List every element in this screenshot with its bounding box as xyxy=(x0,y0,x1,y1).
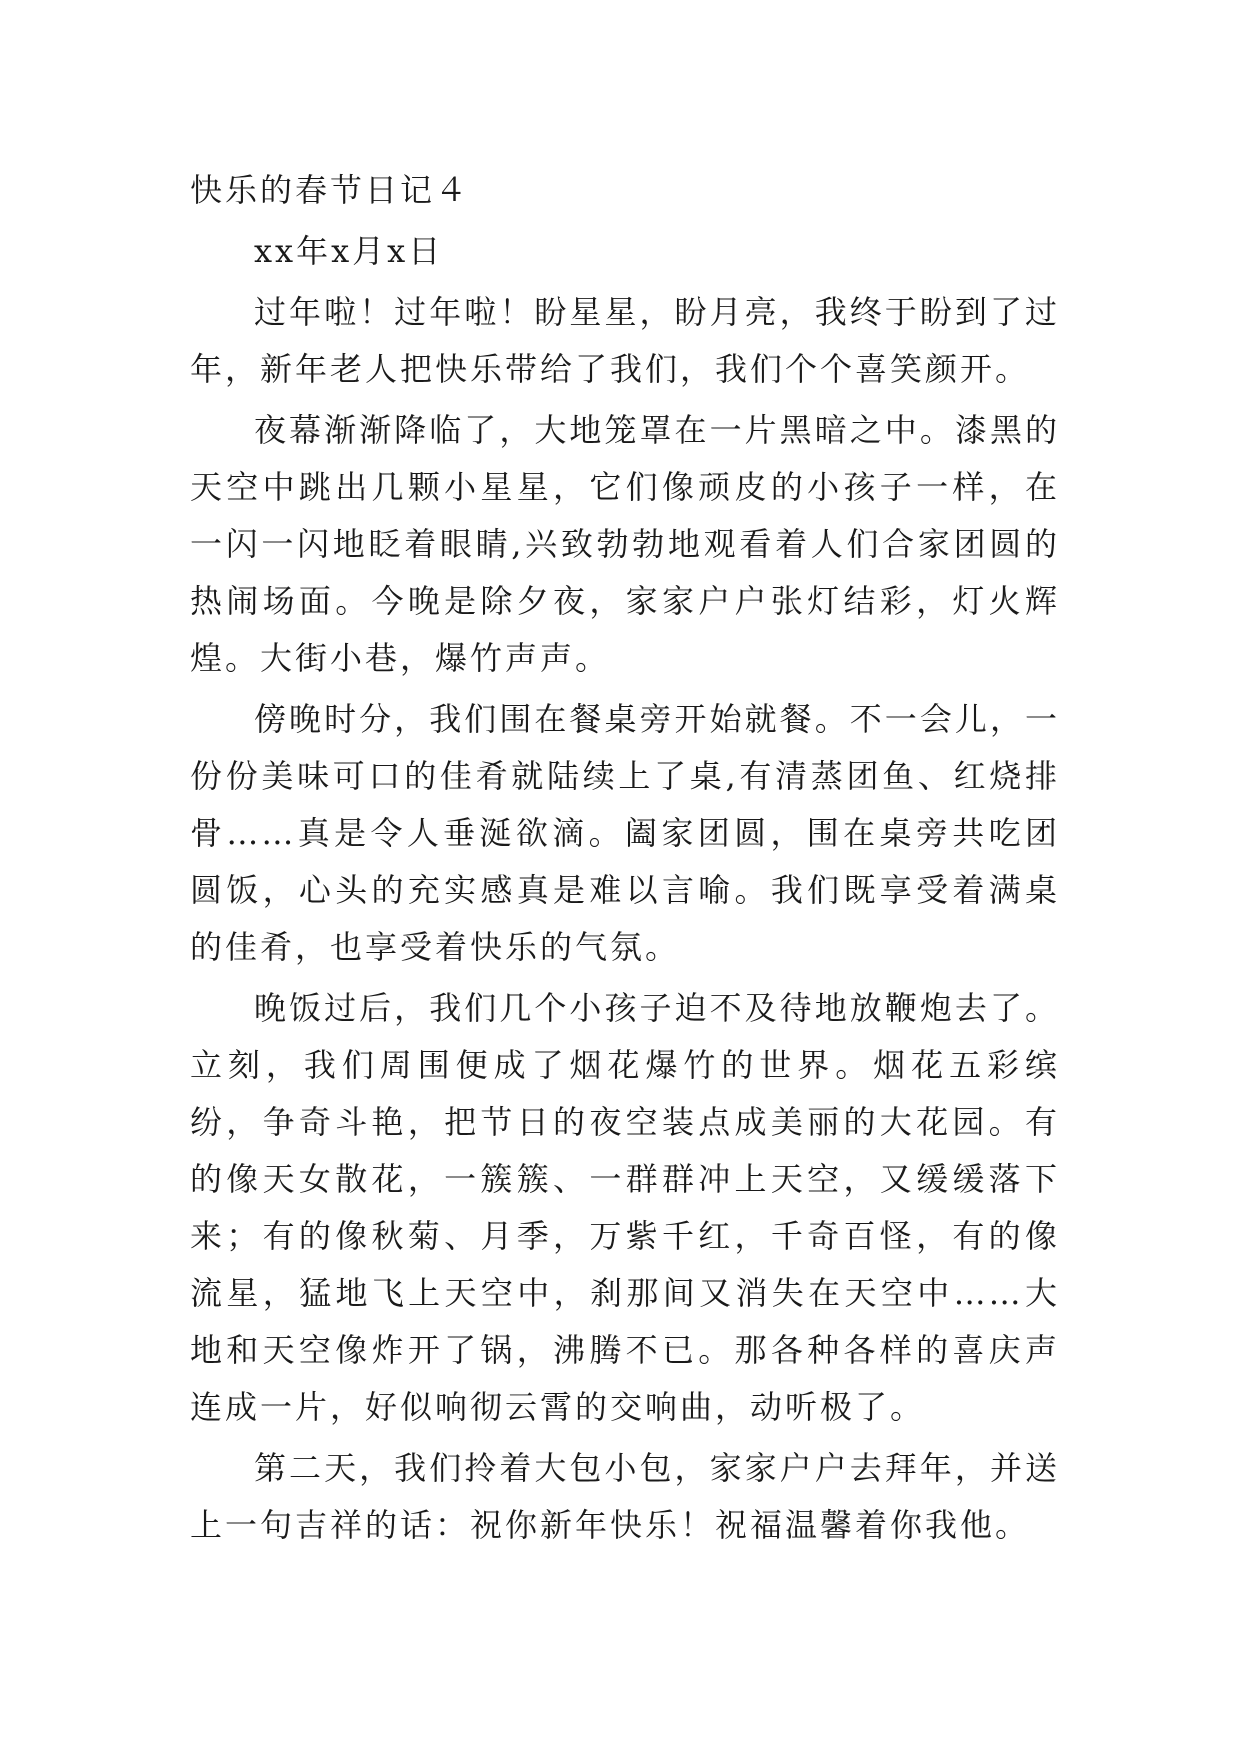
document-title: 快乐的春节日记４ xyxy=(190,171,471,209)
document-body xyxy=(190,162,1060,1558)
paragraph: 过年啦！过年啦！盼星星，盼月亮，我终于盼到了过年，新年老人把快乐带给了我们，我们个个喜笑颜开。 xyxy=(190,293,1060,388)
paragraph: 晚饭过后，我们几个小孩子迫不及待地放鞭炮去了。立刻，我们周围便成了烟花爆竹的世界。烟花五彩缤纷，争奇斗艳，把节日的夜空装点成美丽的大花园。有的像天女散花，一簇簇、一群群冲上天空，又缓缓落下来；有的像秋菊、月季，万紫千红，千奇百怪，有的像流星，猛地飞上天空中，刹那间又消失在天空中……大地和天空像炸开了锅，沸腾不已。那各种各样的喜庆声连成一片，好似响彻云霄的交响曲，动听极了。 xyxy=(190,989,1060,1426)
paragraph: 夜幕渐渐降临了，大地笼罩在一片黑暗之中。漆黑的天空中跳出几颗小星星，它们像顽皮的小孩子一样，在一闪一闪地眨着眼睛,兴致勃勃地观看着人们合家团圆的热闹场面。今晚是除夕夜，家家户户张灯结彩，灯火辉煌。大街小巷，爆竹声声。 xyxy=(190,411,1060,677)
paragraph: 傍晚时分，我们围在餐桌旁开始就餐。不一会儿，一份份美味可口的佳肴就陆续上了桌,有清蒸团鱼、红烧排骨……真是令人垂涎欲滴。阖家团圆，围在桌旁共吃团圆饭，心头的充实感真是难以言喻。我们既享受着满桌的佳肴，也享受着快乐的气氛。 xyxy=(190,700,1060,966)
paragraph: 第二天，我们拎着大包小包，家家户户去拜年，并送上一句吉祥的话：祝你新年快乐！祝福温馨着你我他。 xyxy=(190,1449,1060,1544)
diary-date: xx年x月x日 xyxy=(254,232,444,270)
